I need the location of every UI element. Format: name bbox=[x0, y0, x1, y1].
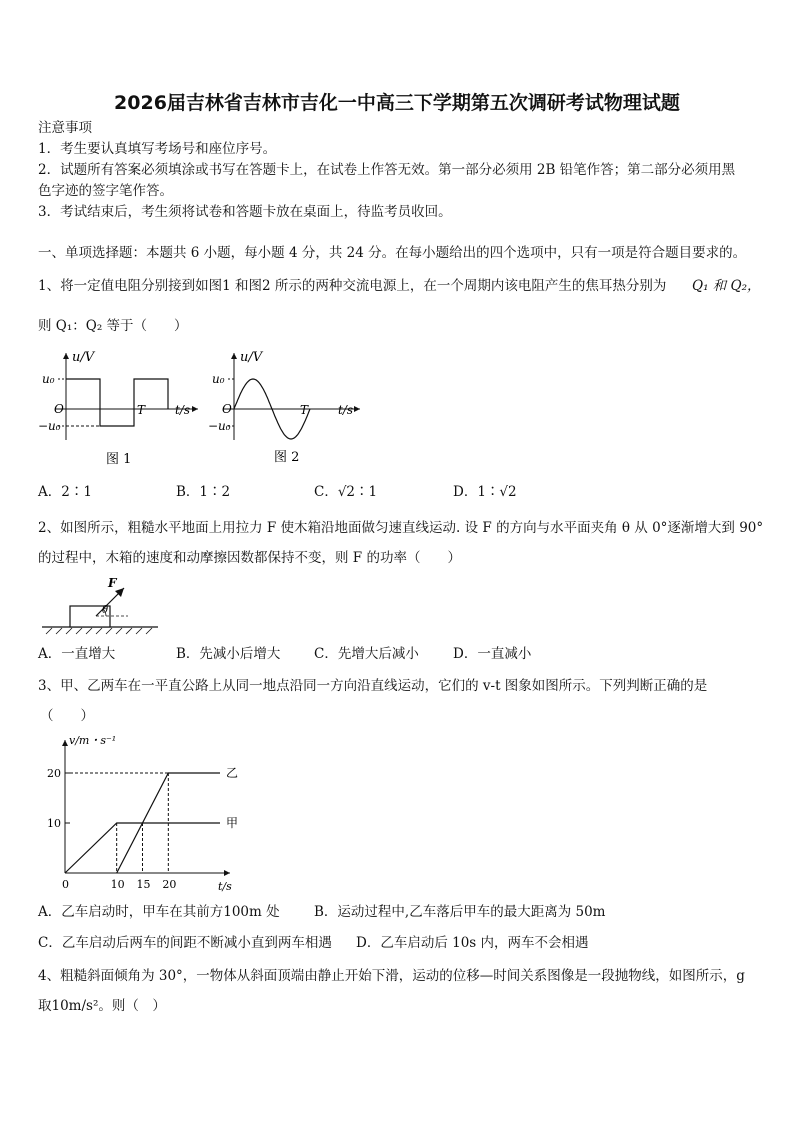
y-tick-label: 20 bbox=[47, 767, 61, 780]
q1-figure-2 bbox=[208, 345, 368, 470]
section-heading: 一、单项选择题：本题共 6 小题，每小题 4 分，共 24 分。在每小题给出的四个选项中，只有一项是符合题目要求的。 bbox=[38, 245, 747, 261]
period-label: T bbox=[300, 403, 309, 417]
x-axis-label: t/s bbox=[218, 880, 232, 893]
q2-option-a[interactable]: A．一直增大 bbox=[38, 646, 116, 662]
x-tick-label: 15 bbox=[136, 878, 151, 891]
q1-option-c[interactable]: C．√2∶1 bbox=[314, 484, 378, 500]
y-axis-label: v/m・s⁻¹ bbox=[69, 734, 117, 747]
page-title: 2026届吉林省吉林市吉化一中高三下学期第五次调研考试物理试题 bbox=[114, 92, 680, 114]
q2-option-b[interactable]: B．先减小后增大 bbox=[176, 646, 281, 662]
q3-option-b[interactable]: B．运动过程中,乙车落后甲车的最大距离为 50m bbox=[314, 904, 606, 920]
y-axis-label: u/V bbox=[72, 350, 95, 365]
q3-vt-chart bbox=[40, 733, 239, 895]
y-axis-label: u/V bbox=[240, 350, 263, 365]
q3-option-a[interactable]: A．乙车启动时，甲车在其前方100m 处 bbox=[38, 904, 280, 920]
period-label: T bbox=[137, 403, 146, 417]
x-tick-label: 0 bbox=[62, 878, 69, 891]
x-axis-label: t/s bbox=[338, 403, 354, 417]
ground-hatch bbox=[46, 628, 152, 634]
angle-label: θ bbox=[102, 605, 109, 616]
neg-u0-label: −u₀ bbox=[38, 419, 61, 433]
q2-option-d[interactable]: D．一直减小 bbox=[453, 646, 532, 662]
square-wave bbox=[66, 379, 168, 426]
x-axis-label: t/s bbox=[175, 403, 191, 417]
q1-stem: 1、将一定值电阻分别接到如图1 和图2 所示的两种交流电源上，在一个周期内该电阻产生的焦耳热分别为 bbox=[38, 278, 667, 294]
neg-u0-label: −u₀ bbox=[208, 419, 231, 433]
q3-stem: 3、甲、乙两车在一平直公路上从同一地点沿同一方向沿直线运动，它们的 v-t 图象如图所示。下列判断正确的是 bbox=[38, 678, 708, 694]
u0-label: u₀ bbox=[42, 372, 55, 386]
q1-option-b[interactable]: B．1∶2 bbox=[176, 484, 231, 500]
q2-stem: 的过程中，木箱的速度和动摩擦因数都保持不变，则 F 的功率（ ） bbox=[38, 550, 461, 566]
notice-item: 1．考生要认真填写考场号和座位序号。 bbox=[38, 141, 277, 157]
q1-stem-vars: Q₁ 和 Q₂， bbox=[692, 278, 761, 294]
q2-option-c[interactable]: C．先增大后减小 bbox=[314, 646, 419, 662]
x-tick-label: 10 bbox=[110, 878, 125, 891]
figure-caption: 图 2 bbox=[274, 450, 300, 465]
q3-stem: （ ） bbox=[40, 708, 94, 724]
y-tick-label: 10 bbox=[47, 817, 61, 830]
q1-stem: 则 Q₁：Q₂ 等于（ ） bbox=[38, 318, 188, 334]
series-label: 甲 bbox=[226, 816, 239, 830]
x-tick-label: 20 bbox=[162, 878, 177, 891]
q1-option-d[interactable]: D．1∶√2 bbox=[453, 484, 517, 500]
notice-item: 3．考试结束后，考生须将试卷和答题卡放在桌面上，待监考员收回。 bbox=[38, 204, 452, 220]
q3-option-c[interactable]: C．乙车启动后两车的间距不断减小直到两车相遇 bbox=[38, 935, 332, 951]
notice-item: 色字迹的签字笔作答。 bbox=[38, 183, 173, 199]
origin-label: O bbox=[54, 402, 64, 416]
q1-option-a[interactable]: A．2∶1 bbox=[38, 484, 92, 500]
q4-stem: 4、粗糙斜面倾角为 30°，一物体从斜面顶端由静止开始下滑，运动的位移—时间关系图像是一段抛物线，如图所示，g bbox=[38, 968, 745, 984]
u0-label: u₀ bbox=[212, 372, 225, 386]
q4-stem: 取10m/s²。则（ ） bbox=[38, 998, 166, 1014]
origin-label: O bbox=[222, 402, 232, 416]
series-label: 乙 bbox=[226, 766, 239, 780]
notice-heading: 注意事项 bbox=[38, 120, 92, 136]
q1-figure-1 bbox=[38, 345, 208, 470]
force-label: F bbox=[108, 576, 117, 590]
figure-caption: 图 1 bbox=[106, 452, 132, 467]
q2-stem: 2、如图所示，粗糙水平地面上用拉力 F 使木箱沿地面做匀速直线运动. 设 F 的方向与水平面夹角 θ 从 0°逐渐增大到 90° bbox=[38, 520, 764, 536]
notice-item: 2．试题所有答案必须填涂或书写在答题卡上，在试卷上作答无效。第一部分必须用 2B 铅笔作答；第二部分必须用黑 bbox=[38, 162, 736, 178]
q2-figure bbox=[40, 574, 160, 638]
q3-option-d[interactable]: D．乙车启动后 10s 内，两车不会相遇 bbox=[356, 935, 589, 951]
